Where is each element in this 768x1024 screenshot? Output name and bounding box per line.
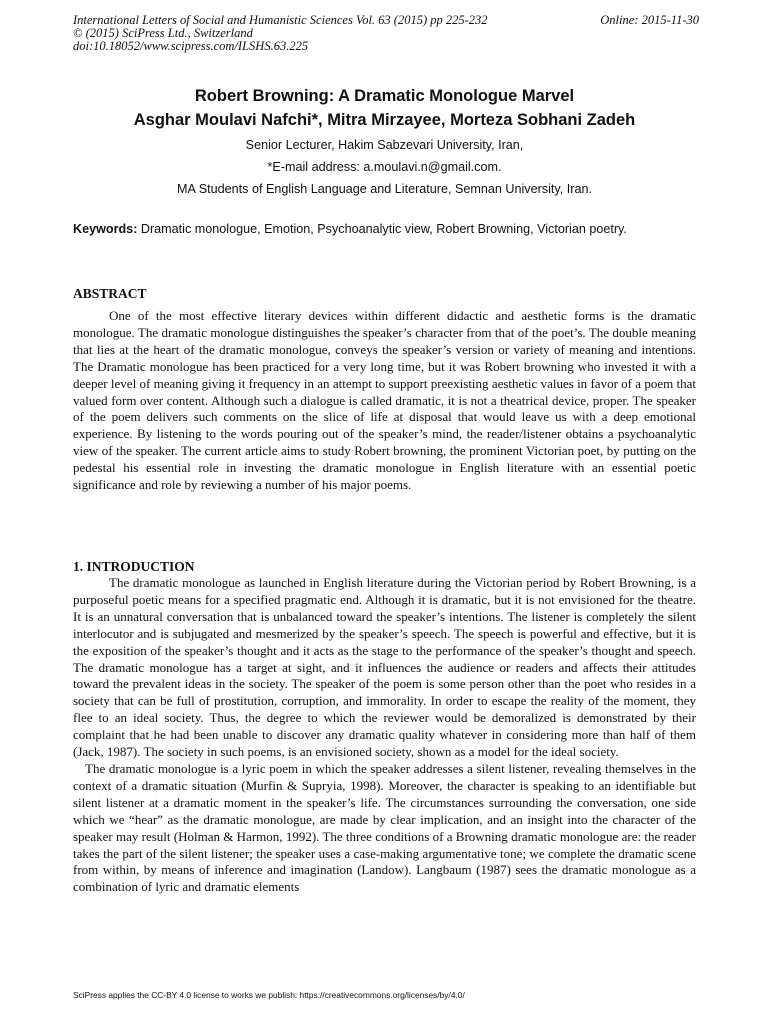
abstract-heading: ABSTRACT bbox=[73, 286, 147, 301]
abstract-section bbox=[73, 285, 696, 494]
copyright-line: © (2015) SciPress Ltd., Switzerland bbox=[73, 26, 253, 40]
author-list: Asghar Moulavi Nafchi*, Mitra Mirzayee, Morteza Sobhani Zadeh bbox=[133, 111, 636, 129]
affiliation-senior: Senior Lecturer, Hakim Sabzevari University, Iran, bbox=[245, 138, 524, 152]
title-block bbox=[73, 86, 696, 200]
introduction-heading: 1. INTRODUCTION bbox=[73, 559, 195, 574]
license-footer[interactable]: SciPress applies the CC-BY 4.0 license to works we publish: https://creativecommons.org/licenses/by/4.0/ bbox=[73, 990, 465, 1000]
doi-line[interactable]: doi:10.18052/www.scipress.com/ILSHS.63.225 bbox=[73, 39, 309, 53]
journal-header bbox=[73, 14, 699, 53]
keywords-label: Keywords: bbox=[73, 222, 138, 236]
keywords-section bbox=[73, 222, 696, 236]
affiliation-students: MA Students of English Language and Literature, Semnan University, Iran. bbox=[177, 182, 592, 196]
paper-title: Robert Browning: A Dramatic Monologue Marvel bbox=[194, 87, 575, 105]
introduction-section bbox=[73, 558, 696, 896]
email-line[interactable]: *E-mail address: a.moulavi.n@gmail.com. bbox=[267, 160, 502, 174]
abstract-text: One of the most effective literary devices within different didactic and aesthetic forms is the dramatic monologue. The dramatic monologue distinguishes the speaker’s character from that of the poet’s. The double meaning that lies at the heart of the dramatic monologue, conveys the speaker’s version or variety of meaning and intentions. The Dramatic monologue has been practiced for a very long time, but it was Robert browning who invested it with a deeper level of meaning giving it frequency in an attempt to support preexisting aesthetic values in favor of a poem that valued form over content. Although such a dialogue is called dramatic, it is not a theatrical device, proper. The speaker of the poem delivers such comments on the slice of life at disposal that would leave us with a deep emotional experience. By listening to the words pouring out of the speaker’s mind, the reader/listener obtains a psychoanalytic view of the speaker. The current article aims to study Robert browning, the prominent Victorian poet, by putting on the pedestal his essential role in investing the dramatic monologue in English literature with an essential poetic significance and role by reviewing a number of his major poems. bbox=[73, 308, 696, 493]
journal-citation: International Letters of Social and Humanistic Sciences Vol. 63 (2015) pp 225-232 bbox=[73, 13, 488, 27]
introduction-paragraph-1: The dramatic monologue as launched in English literature during the Victorian period by Robert Browning, is a purposeful poetic means for a specified pragmatic end. Although it is dramatic, but it is not envisioned for the theatre. It is an unnatural conversation that is unbalanced toward the speaker’s intentions. The listener is completely the silent interlocutor and is subjugated and mesmerized by the speaker’s speech. The speech is powerful and effective, but it is the exposition of the speaker’s thought and it acts as the stage to the performance of the speaker’s thought and speech. The dramatic monologue has a target at sight, and it influences the audience or readers and affects their attitudes toward the prevalent ideas in the society. The speaker of the poem is some person other than the poet who resides in a society that can be full of prostitution, corruption, and immorality. In order to escape the reality of the moment, they flee to an ideal society. Thus, the degree to which the reviewer would be demoralized is demonstrated by their complaint that he had been unable to discover any dramatic quality whatever in considering more than half of them (Jack, 1987). The society in such poems, is an envisioned society, shown as a model for the ideal society. bbox=[73, 575, 696, 760]
online-date: Online: 2015-11-30 bbox=[600, 13, 699, 27]
introduction-paragraph-2: The dramatic monologue is a lyric poem in which the speaker addresses a silent listener, revealing themselves in the context of a dramatic situation (Murfin & Supryia, 1998). Moreover, the character is speaking to an identifiable but silent listener at a dramatic moment in the speaker’s life. The circumstances surrounding the conversation, one side which we “hear” as the dramatic monologue, are made by clear implication, and an insight into the character of the speaker may result (Holman & Harmon, 1992). The three conditions of a Browning dramatic monologue are: the reader takes the part of the silent listener; the speaker uses a case-making argumentative tone; we complete the dramatic scene from within, by means of inference and imagination (Landow). Langbaum (1987) sees the dramatic monologue as a combination of lyric and dramatic elements bbox=[73, 760, 696, 895]
keywords-text: Dramatic monologue, Emotion, Psychoanalytic view, Robert Browning, Victorian poetry. bbox=[137, 222, 627, 236]
